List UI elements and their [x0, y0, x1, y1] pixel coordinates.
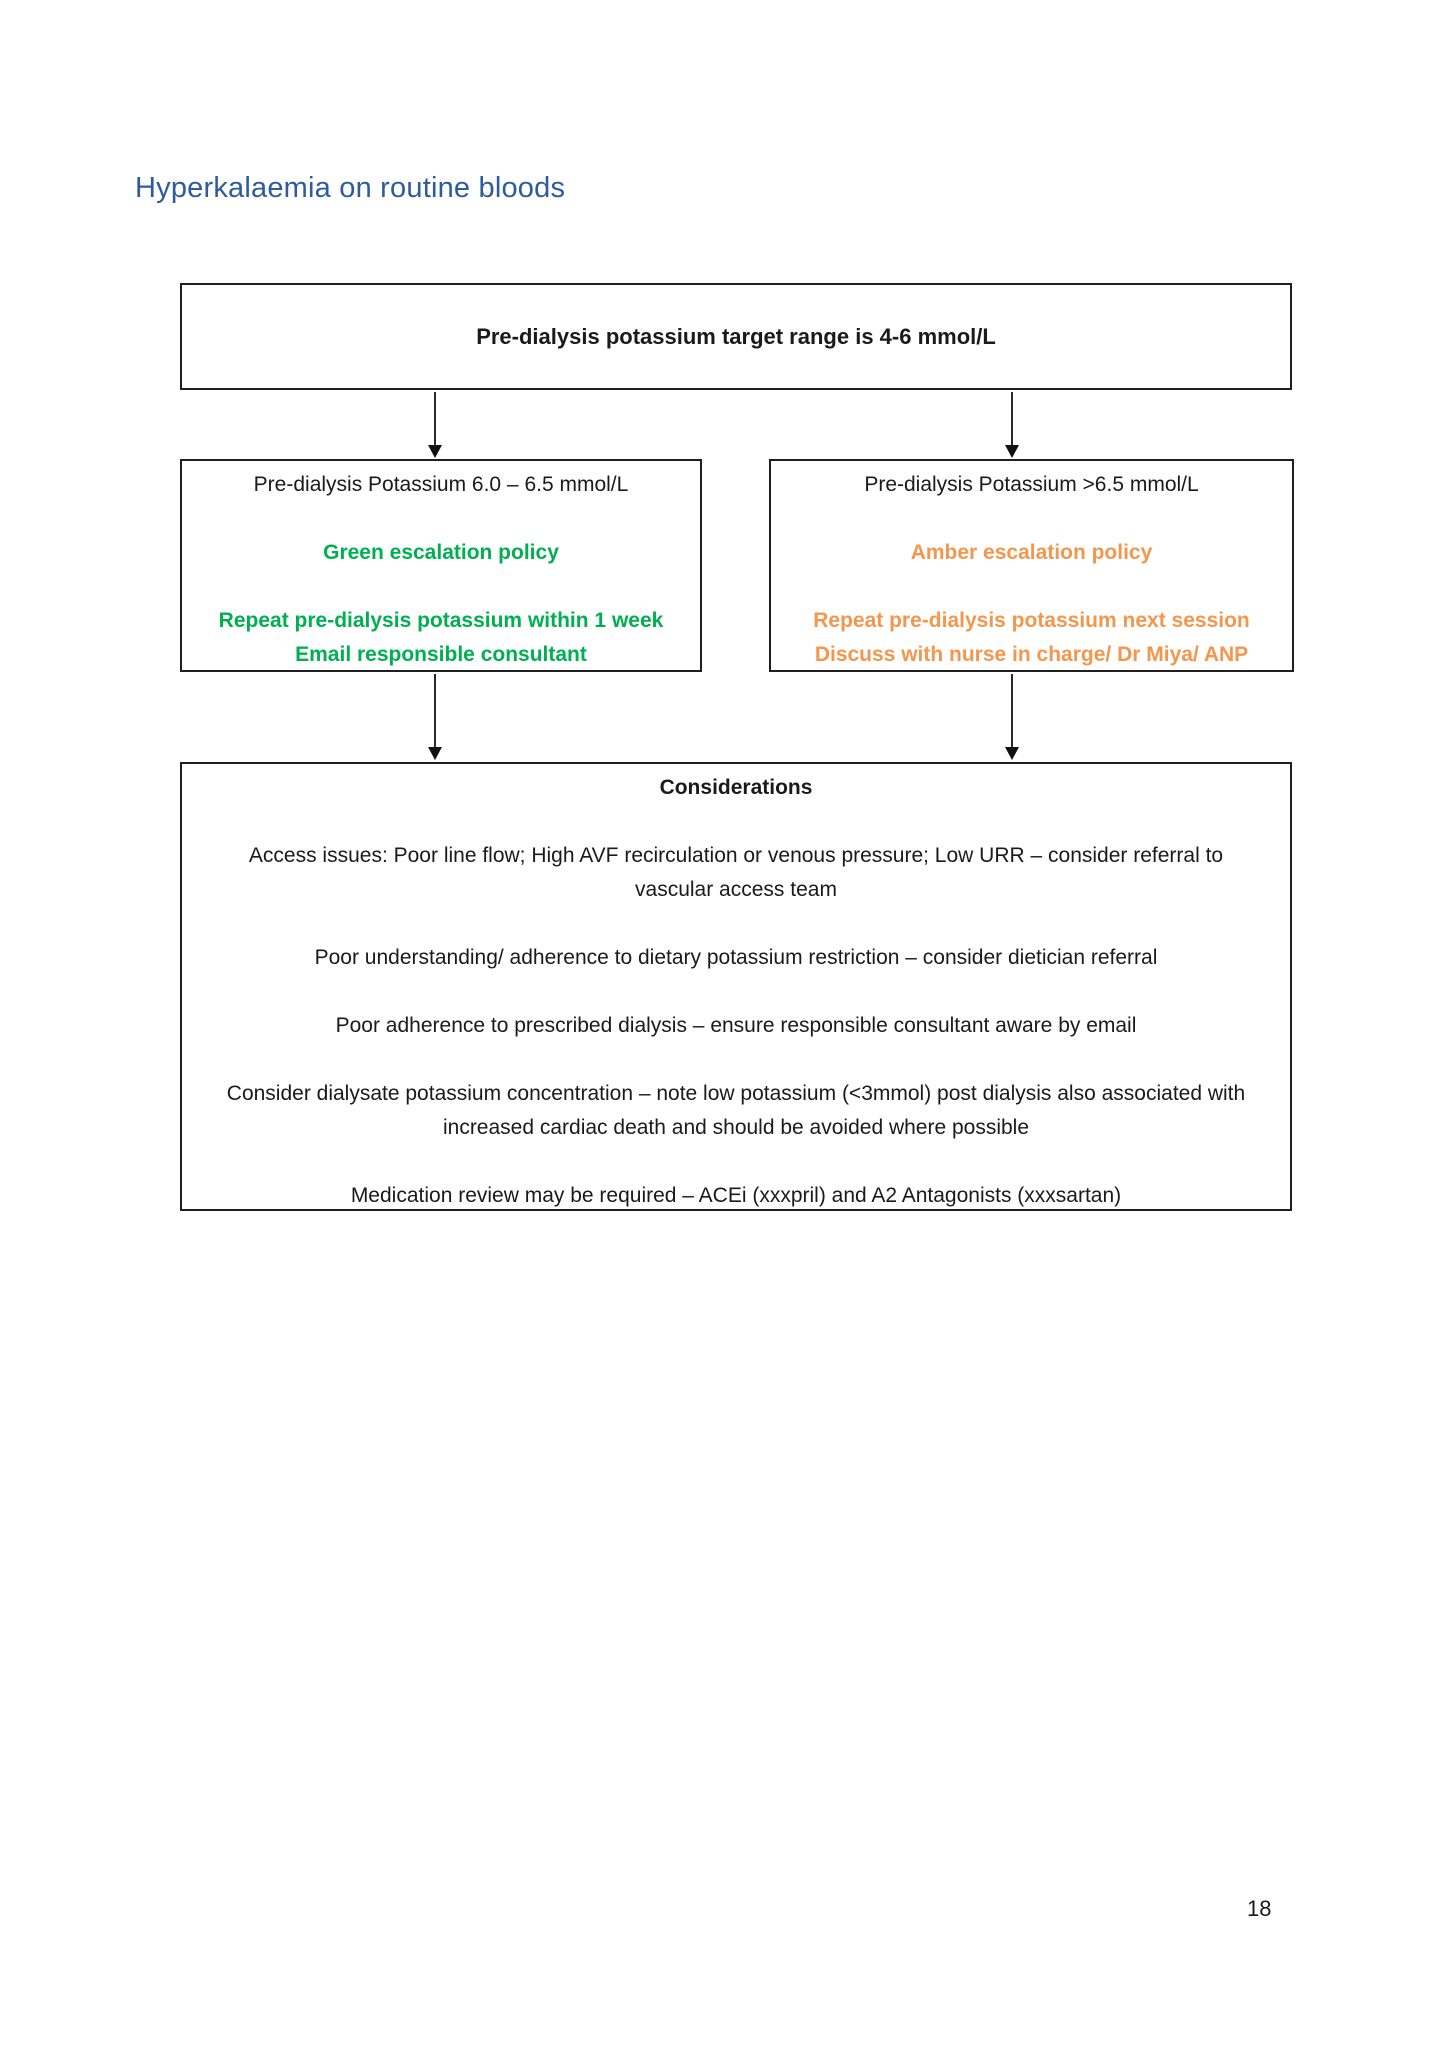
green-action-2: Email responsible consultant — [295, 643, 587, 666]
green-escalation-box — [180, 459, 702, 672]
green-action-1: Repeat pre-dialysis potassium within 1 week — [218, 609, 664, 632]
page-number: 18 — [1247, 1896, 1272, 1921]
consideration-item: Poor adherence to prescribed dialysis – ensure responsible consultant aware by email — [335, 1014, 1137, 1037]
considerations-box — [180, 762, 1292, 1211]
amber-action-1: Repeat pre-dialysis potassium next session — [813, 609, 1250, 632]
amber-box-heading: Pre-dialysis Potassium >6.5 mmol/L — [864, 473, 1199, 496]
page-title: Hyperkalaemia on routine bloods — [135, 172, 566, 204]
green-box-heading: Pre-dialysis Potassium 6.0 – 6.5 mmol/L — [253, 473, 629, 496]
consideration-item: Access issues: Poor line flow; High AVF recirculation or venous pressure; Low URR – consider referral to vascular access team — [248, 844, 1224, 901]
target-range-box — [180, 283, 1292, 390]
consideration-item: Consider dialysate potassium concentration – note low potassium (<3mmol) post dialysis also associated with increased cardiac death and should be avoided where possible — [226, 1082, 1246, 1139]
amber-escalation-box — [769, 459, 1294, 672]
arrow-down-icon — [428, 674, 442, 760]
amber-policy-label: Amber escalation policy — [910, 541, 1153, 564]
arrow-down-icon — [1005, 392, 1019, 458]
consideration-item: Medication review may be required – ACEi (xxxpril) and A2 Antagonists (xxxsartan) — [350, 1184, 1122, 1207]
amber-action-2: Discuss with nurse in charge/ Dr Miya/ ANP — [814, 643, 1249, 666]
target-range-text: Pre-dialysis potassium target range is 4-6 mmol/L — [476, 323, 996, 349]
arrow-down-icon — [428, 392, 442, 458]
green-policy-label: Green escalation policy — [323, 541, 559, 564]
considerations-heading: Considerations — [659, 776, 813, 799]
consideration-item: Poor understanding/ adherence to dietary potassium restriction – consider dietician referral — [314, 946, 1158, 969]
arrow-down-icon — [1005, 674, 1019, 760]
